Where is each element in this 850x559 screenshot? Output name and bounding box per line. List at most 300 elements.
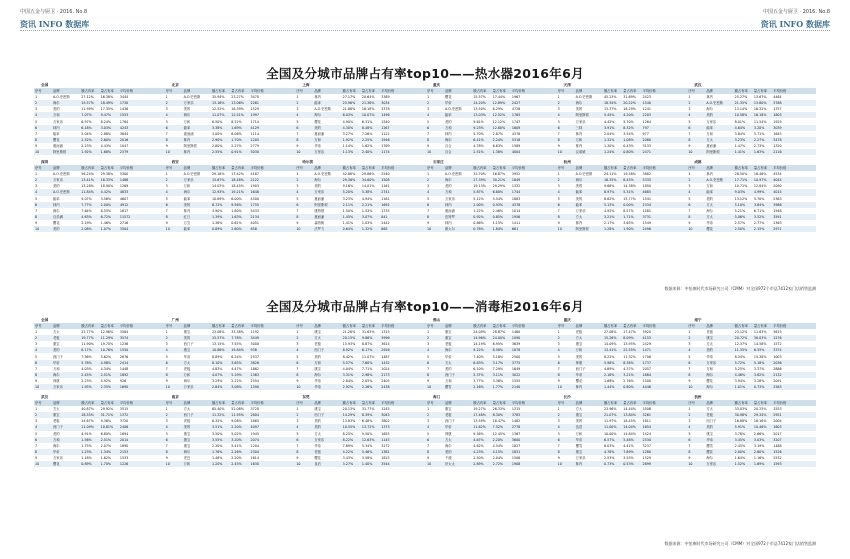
city-rank-cell xyxy=(34,106,163,112)
table-cell: 0.86% xyxy=(473,220,484,225)
column-header: 品牌 xyxy=(575,324,583,329)
column-header-group xyxy=(295,323,424,329)
table-cell: 3574 xyxy=(119,336,129,341)
table-cell: 8 xyxy=(165,214,168,219)
table-cell: 11.29% xyxy=(100,336,114,341)
table-cell: 10 xyxy=(688,462,693,467)
table-cell: 5.02% xyxy=(231,431,242,436)
city-name: 全国 xyxy=(41,82,49,87)
table-cell: 7.64% xyxy=(81,208,92,213)
city-rank-cell xyxy=(687,329,816,335)
column-header: 品牌 xyxy=(314,401,321,406)
table-cell: 6.48% xyxy=(361,419,373,424)
table-cell: 18.90% xyxy=(100,184,114,189)
table-cell: 4 xyxy=(427,425,430,430)
table-cell: 3544 xyxy=(381,462,390,467)
table-cell: 3.45% xyxy=(734,437,746,442)
table-cell: 2 xyxy=(557,413,560,418)
table-cell: 797 xyxy=(642,125,649,130)
table-cell: 6.50% xyxy=(211,119,223,124)
city-rank-cell xyxy=(295,214,424,220)
table-cell: 3374 xyxy=(773,348,782,353)
table-cell: 5.38% xyxy=(361,190,373,195)
table-cell: 13.16% xyxy=(211,101,225,106)
city-rank-cell xyxy=(557,226,686,232)
table-cell: 2 xyxy=(165,178,168,183)
table-cell: A.O.史密斯 xyxy=(706,101,723,106)
table-cell: 1.62% xyxy=(100,455,112,460)
city-rank-cell xyxy=(557,177,686,183)
table-cell: 16.88% xyxy=(734,419,748,424)
column-header: 额占有率 xyxy=(734,89,748,94)
table-cell: 森特朗 xyxy=(314,220,325,225)
table-cell: 13.80% xyxy=(753,101,767,106)
table-cell: 3504 xyxy=(119,227,129,232)
table-cell: 1411 xyxy=(511,220,521,225)
table-cell: 樱雪 xyxy=(706,443,713,448)
city-rank-cell xyxy=(34,384,163,390)
table-cell: 6 xyxy=(557,125,560,130)
table-cell: 11.54% xyxy=(753,119,767,124)
table-cell: 21.07% xyxy=(603,413,617,418)
table-cell: 9.56% xyxy=(473,431,484,436)
table-cell: 方太 xyxy=(53,407,60,412)
city-rank-cell xyxy=(295,437,424,443)
city-rank-cell xyxy=(557,171,686,177)
table-cell: 7 xyxy=(296,208,299,213)
table-cell: 西门子 xyxy=(183,413,194,418)
table-cell: A.O.史密斯 xyxy=(445,107,462,112)
table-cell: 康宝 xyxy=(575,449,583,454)
table-cell: 樱花 xyxy=(314,455,321,460)
table-cell: 林内 xyxy=(575,131,583,136)
table-cell: 4.23% xyxy=(473,449,484,454)
table-cell: 1496 xyxy=(381,113,390,118)
table-cell: 4378 xyxy=(511,202,521,207)
table-cell: 康宝 xyxy=(183,437,191,442)
city-rank-cell xyxy=(687,443,816,449)
table-cell: 海尔 xyxy=(706,107,713,112)
table-cell: 9 xyxy=(688,220,691,225)
table-cell: 1 xyxy=(35,95,38,100)
table-cell: 13.06% xyxy=(231,101,244,106)
table-cell: 12.51% xyxy=(231,113,244,118)
table-cell: 17.48% xyxy=(473,413,486,418)
table-cell: 10 xyxy=(165,227,170,232)
table-cell: 2899 xyxy=(642,462,651,467)
table-cell: 华帝 xyxy=(575,372,583,377)
city-name: 佛山 xyxy=(433,317,441,322)
table-cell: 6.03% xyxy=(342,113,354,118)
column-header: 额占有率 xyxy=(603,166,618,171)
table-cell: 9.36% xyxy=(100,419,112,424)
table-cell: 1862 xyxy=(250,366,259,371)
table-cell: 1003 xyxy=(773,354,782,359)
table-cell: 11.99% xyxy=(81,107,94,112)
table-cell: 2.20% xyxy=(231,455,242,460)
table-cell: 2.60% xyxy=(100,137,112,142)
table-cell: 1737 xyxy=(642,360,651,365)
table-cell: 2.24% xyxy=(492,137,504,142)
table-cell: 1488 xyxy=(773,443,782,448)
table-cell: 24.00% xyxy=(492,336,506,341)
column-header: 序号 xyxy=(688,324,695,329)
table-cell: 7 xyxy=(35,366,38,371)
city-rank-cell xyxy=(165,119,294,125)
city-rank-cell xyxy=(426,149,555,155)
column-header: 序号 xyxy=(688,89,695,94)
table-cell: 7 xyxy=(557,208,560,213)
table-cell: 1424 xyxy=(642,431,651,436)
city-rank-cell xyxy=(557,125,686,131)
table-cell: 3 xyxy=(427,419,430,424)
column-header: 品牌 xyxy=(706,324,713,329)
water-heater-title: 全国及分城市品牌占有率top10——热水器2016年6月 xyxy=(266,66,584,81)
table-cell: 0.73% xyxy=(603,462,615,467)
table-cell: 1755 xyxy=(250,202,259,207)
table-cell: 4.30% xyxy=(342,125,354,130)
table-cell: 8 xyxy=(427,372,430,377)
column-header: 额占有率 xyxy=(734,401,748,406)
city-rank-cell xyxy=(687,406,816,412)
table-cell: 16.87% xyxy=(492,172,506,177)
city-rank-cell xyxy=(295,220,424,226)
table-cell: 7 xyxy=(688,131,691,136)
table-cell: 1024 xyxy=(381,366,390,371)
table-cell: 1.68% xyxy=(100,149,112,154)
table-cell: 7 xyxy=(688,443,691,448)
table-cell: 1.80% xyxy=(231,208,242,213)
table-cell: 4 xyxy=(296,190,299,195)
city-rank-cell xyxy=(687,418,816,424)
table-cell: 7.77% xyxy=(81,202,92,207)
column-header: 平均价格 xyxy=(511,324,526,329)
table-cell: 1 xyxy=(427,95,430,100)
table-cell: 海尔 xyxy=(183,378,191,383)
table-cell: 2.04% xyxy=(492,455,504,460)
table-cell: 5 xyxy=(427,119,430,124)
table-cell: 1694 xyxy=(119,431,129,436)
table-cell: 3 xyxy=(557,184,560,189)
table-cell: 2379 xyxy=(119,149,129,154)
table-cell: 16.38% xyxy=(100,95,114,100)
table-cell: 8.62% xyxy=(603,196,615,201)
table-cell: 美的 xyxy=(445,184,452,189)
city-rank-cell xyxy=(557,183,686,189)
city-rank-cell xyxy=(165,149,294,155)
table-cell: A.O.史密斯 xyxy=(53,190,70,195)
column-header-group xyxy=(165,400,294,406)
table-cell: 2.51% xyxy=(100,437,112,442)
table-cell: 5 xyxy=(35,196,38,201)
table-cell: A.O.史密斯 xyxy=(575,172,593,177)
column-header: 品牌 xyxy=(445,89,452,94)
table-cell: 3 xyxy=(296,419,299,424)
table-cell: 9 xyxy=(557,220,560,225)
city-rank-cell xyxy=(557,443,686,449)
table-cell: 6 xyxy=(427,125,430,130)
table-cell: 12.37% xyxy=(734,342,748,347)
table-cell: 海尔 xyxy=(183,449,191,454)
column-header: 量占有率 xyxy=(623,324,637,329)
table-cell: 3470 xyxy=(250,95,259,100)
table-cell: 3.29% xyxy=(211,378,223,383)
city-rank-cell xyxy=(426,431,555,437)
column-header: 序号 xyxy=(557,89,565,94)
table-cell: 樱花 xyxy=(53,137,60,142)
table-cell: 17.71% xyxy=(734,178,748,183)
table-cell: 5.19% xyxy=(231,372,242,377)
table-cell: 8.34% xyxy=(734,354,746,359)
table-cell: 3 xyxy=(296,184,299,189)
table-cell: 3731 xyxy=(642,214,651,219)
table-cell: 5.48% xyxy=(623,437,634,442)
table-cell: 8.22% xyxy=(342,437,354,442)
table-cell: 能率 xyxy=(706,190,713,195)
table-cell: 14.58% xyxy=(753,342,767,347)
table-cell: 老板 xyxy=(314,342,321,347)
city-rank-cell xyxy=(426,119,555,125)
table-cell: 0.80% xyxy=(623,384,634,389)
table-cell: 4.99% xyxy=(753,190,765,195)
table-cell: 7.40% xyxy=(473,354,484,359)
table-cell: 6 xyxy=(165,202,168,207)
table-cell: 9 xyxy=(296,378,299,383)
table-cell: 19.58% xyxy=(623,172,636,177)
city-rank-cell xyxy=(426,347,555,353)
column-header: 序号 xyxy=(296,89,303,94)
city-rank-cell xyxy=(557,189,686,195)
table-cell: 1.01% xyxy=(734,384,746,389)
table-cell: 1.40% xyxy=(361,462,373,467)
table-cell: 4.41% xyxy=(623,443,634,448)
column-header-group xyxy=(687,165,816,171)
city-rank-cell xyxy=(687,119,816,125)
table-cell: 1090 xyxy=(511,336,521,341)
table-cell: 3.27% xyxy=(342,131,354,136)
column-header: 平均价格 xyxy=(642,401,656,406)
table-cell: 8.17% xyxy=(81,348,92,353)
table-cell: 方太 xyxy=(575,336,583,341)
table-cell: 1948 xyxy=(773,208,782,213)
column-header: 平均价格 xyxy=(511,401,526,406)
table-cell: 13.95% xyxy=(623,342,636,347)
column-header: 序号 xyxy=(427,401,434,406)
table-cell: 7 xyxy=(35,208,38,213)
table-cell: 16.16% xyxy=(753,419,767,424)
table-cell: 18.35% xyxy=(603,178,617,183)
table-cell: 1883 xyxy=(511,196,521,201)
city-rank-cell xyxy=(295,461,424,467)
city-rank-cell xyxy=(426,112,555,118)
column-header: 平均价格 xyxy=(250,166,264,171)
table-cell: 11.84% xyxy=(81,190,94,195)
table-cell: 18.45% xyxy=(231,184,244,189)
table-cell: 1.77% xyxy=(492,384,504,389)
table-cell: 2116 xyxy=(773,149,782,154)
city-rank-cell xyxy=(687,461,816,467)
city-rank-cell xyxy=(687,335,816,341)
table-cell: 3.23% xyxy=(342,196,354,201)
table-cell: 5 xyxy=(296,196,299,201)
table-cell: 8.87% xyxy=(361,342,373,347)
table-cell: 1315 xyxy=(511,407,521,412)
table-cell: 2 xyxy=(35,413,38,418)
table-cell: 23.27% xyxy=(231,95,244,100)
table-cell: 3261 xyxy=(642,413,651,418)
table-cell: 林内 xyxy=(575,143,583,148)
city-rank-cell xyxy=(557,329,686,335)
column-header: 量占有率 xyxy=(623,401,637,406)
table-cell: 13.59% xyxy=(473,419,486,424)
table-cell: 1241 xyxy=(642,107,651,112)
city-rank-cell xyxy=(687,143,816,149)
table-cell: 1122 xyxy=(381,131,390,136)
table-cell: 4912 xyxy=(119,202,129,207)
table-cell: 4464 xyxy=(773,95,782,100)
city-rank-cell xyxy=(34,412,163,418)
table-cell: 1 xyxy=(688,172,691,177)
city-rank-cell xyxy=(34,137,163,143)
city-rank-cell xyxy=(34,431,163,437)
table-cell: 3.56% xyxy=(100,196,112,201)
table-cell: 5.13% xyxy=(603,202,615,207)
city-rank-cell xyxy=(165,143,294,149)
table-cell: 海尔 xyxy=(314,113,321,118)
table-cell: 4.83% xyxy=(211,366,223,371)
table-cell: 海尔 xyxy=(445,178,452,183)
table-cell: 865 xyxy=(381,227,388,232)
table-cell: 4.42% xyxy=(100,190,112,195)
city-rank-cell xyxy=(34,177,163,183)
table-cell: 8.58% xyxy=(492,348,504,353)
table-cell: 3 xyxy=(296,107,299,112)
table-cell: 万宝 xyxy=(183,220,191,225)
table-cell: 康宝 xyxy=(706,431,713,436)
column-header-group xyxy=(34,165,163,171)
table-cell: 2 xyxy=(427,178,430,183)
table-cell: 6.17% xyxy=(361,348,373,353)
table-cell: 3 xyxy=(427,342,430,347)
table-cell: 15.57% xyxy=(211,336,225,341)
table-cell: 20.72% xyxy=(734,336,748,341)
table-row xyxy=(34,226,816,232)
table-cell: 美的 xyxy=(314,354,321,359)
table-cell: 6.71% xyxy=(753,208,765,213)
table-cell: 1114 xyxy=(250,131,259,136)
city-rank-cell xyxy=(426,214,555,220)
table-cell: 4.22% xyxy=(342,449,354,454)
table-cell: 4.92% xyxy=(603,208,615,213)
table-cell: 林内 xyxy=(183,149,191,154)
city-rank-cell xyxy=(165,341,294,347)
table-cell: 方太 xyxy=(575,407,583,412)
column-header: 额占有率 xyxy=(342,166,356,171)
table-cell: 16.33% xyxy=(100,178,114,183)
table-cell: 12.96% xyxy=(100,330,114,335)
table-cell: 万家乐 xyxy=(53,119,63,124)
table-cell: 4.91% xyxy=(81,431,92,436)
table-cell: 5 xyxy=(35,119,38,124)
column-header: 额占有率 xyxy=(473,89,487,94)
table-cell: 1 xyxy=(688,407,691,412)
city-rank-cell xyxy=(687,378,816,384)
city-rank-cell xyxy=(295,112,424,118)
table-cell: 3.55% xyxy=(623,455,634,460)
city-rank-cell xyxy=(34,335,163,341)
column-header: 平均价格 xyxy=(773,166,787,171)
table-cell: 2.66% xyxy=(753,431,765,436)
table-cell: 3.91% xyxy=(603,125,615,130)
table-cell: 帅康 xyxy=(53,378,60,383)
city-rank-cell xyxy=(426,100,555,106)
column-header: 额占有率 xyxy=(603,89,618,94)
city-name: 全国 xyxy=(41,317,49,322)
table-cell: 1 xyxy=(688,95,691,100)
table-cell: 2886 xyxy=(773,366,782,371)
table-cell: 5 xyxy=(296,354,299,359)
table-cell: 24.11% xyxy=(603,172,617,177)
table-cell: 华帝 xyxy=(706,437,713,442)
table-cell: 3.65% xyxy=(231,360,242,365)
table-cell: 9.22% xyxy=(473,348,484,353)
table-cell: 32.70% xyxy=(473,172,486,177)
table-cell: 海尔 xyxy=(314,372,321,377)
table-cell: 5.41% xyxy=(231,443,242,448)
table-cell: 4.78% xyxy=(473,143,484,148)
table-cell: 7 xyxy=(557,131,560,136)
city-rank-cell xyxy=(557,406,686,412)
table-cell: 4378 xyxy=(511,131,521,136)
table-cell: 2 xyxy=(296,413,299,418)
table-cell: 万家乐 xyxy=(575,119,586,124)
table-cell: 13.72% xyxy=(361,425,375,430)
table-cell: 12.63% xyxy=(361,437,375,442)
table-cell: 11.97% xyxy=(603,419,617,424)
table-cell: 4.78% xyxy=(603,449,615,454)
column-header: 平均价格 xyxy=(381,401,395,406)
table-cell: 西门子 xyxy=(183,342,194,347)
table-cell: 1.92% xyxy=(81,149,92,154)
table-cell: 10 xyxy=(688,149,693,154)
table-cell: 4187 xyxy=(250,172,259,177)
table-cell: 3506 xyxy=(642,407,651,412)
table-cell: 2 xyxy=(165,413,168,418)
table-cell: 1205 xyxy=(250,137,259,142)
table-cell: 10 xyxy=(296,227,301,232)
table-cell: 万和 xyxy=(706,366,713,371)
table-cell: 2.40% xyxy=(361,149,373,154)
table-cell: 老板 xyxy=(445,413,452,418)
table-cell: 3.03% xyxy=(753,437,765,442)
table-cell: A.O.史密斯 xyxy=(183,172,201,177)
table-cell: 3720 xyxy=(119,419,129,424)
table-cell: 2 xyxy=(688,336,691,341)
city-name: 海口 xyxy=(433,394,441,399)
table-cell: 美的 xyxy=(314,125,321,130)
table-cell: 33.38% xyxy=(231,330,244,335)
table-cell: 9 xyxy=(557,455,560,460)
table-cell: 2414 xyxy=(119,360,129,365)
table-cell: 3600 xyxy=(511,437,521,442)
table-cell: 15.93% xyxy=(342,342,356,347)
table-cell: 1014 xyxy=(511,208,521,213)
table-cell: 4.67% xyxy=(473,437,484,442)
table-cell: 2406 xyxy=(119,425,129,430)
table-cell: 2153 xyxy=(119,449,129,454)
table-cell: 美的 xyxy=(53,184,60,189)
city-rank-cell xyxy=(165,335,294,341)
